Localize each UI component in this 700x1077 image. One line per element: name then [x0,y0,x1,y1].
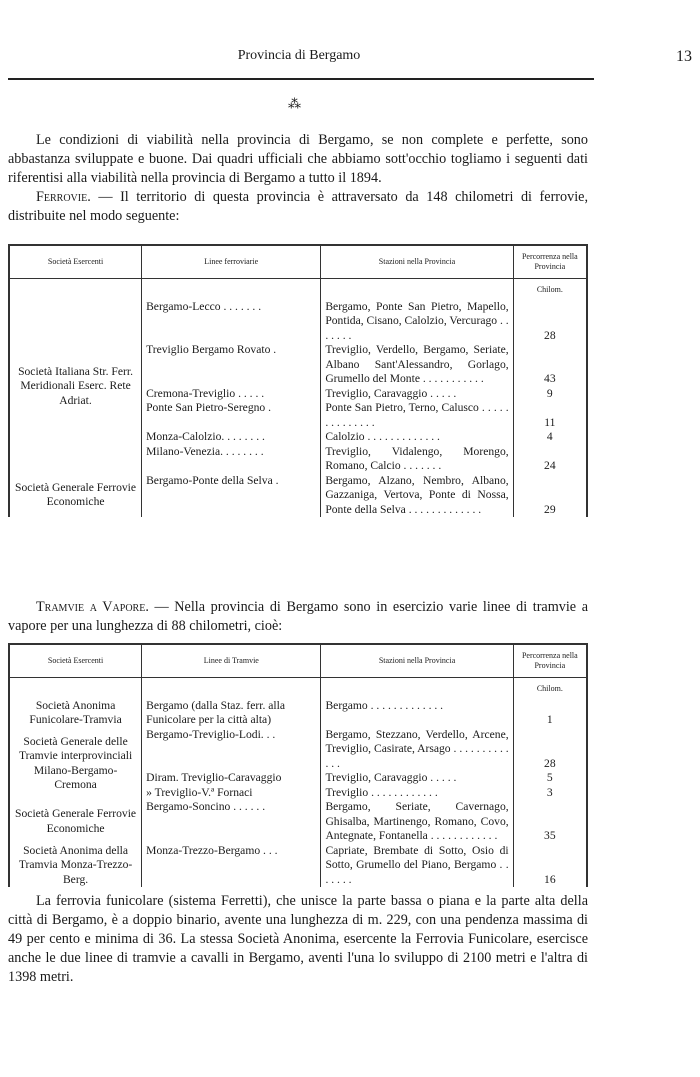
distance-cell: 28 [544,756,556,770]
distance-cell: 28 [544,328,556,342]
distance-cell: 16 [544,872,556,886]
table-row [9,800,587,844]
spacer-cell [321,678,513,699]
unit-row [9,279,587,300]
unit-label: Chilom. [536,684,563,693]
tramvie-text: — Nella provincia di Bergamo sono in esercizio varie linee di tramvie a vapore per una lunghezza di 88 chilometri, cioè: [8,599,588,634]
railways-table [8,244,588,517]
line-cell: Bergamo (dalla Staz. ferr. alla Funicolare per la città alta) [142,699,321,728]
line-cell: Monza-Trezzo-Bergamo . . . [142,844,321,888]
tramways-header-row [9,644,587,678]
railways-body [9,279,587,518]
line-cell: Diram. Treviglio-Caravaggio [142,771,321,786]
intro-paragraph: Le condizioni di viabilità nella provincia di Bergamo, se non complete e perfette, sono abbastanza sviluppate e buone. Dai quadri ufficiali che abbiamo sott'occhio togliamo i seguenti dati riferentisi alla viabilità nella provincia di Bergamo a tutto il 1894. [8,132,588,186]
distance-cell: 5 [546,771,553,784]
company-cell: Società Generale Ferrovie Economiche [9,800,142,844]
stations-cell: Treviglio, Vidalengo, Morengo, Romano, Calcio . . . . . . . [321,445,513,474]
stations-cell: Ponte San Pietro, Terno, Calusco . . . . . . . . . . . . . . [321,401,513,430]
company-cell: Società Italiana Str. Ferr. Meridionali Eserc. Rete Adriat. [9,300,142,474]
tramways-body [9,678,587,888]
line-cell: Bergamo-Ponte della Selva . [142,474,321,518]
distance-cell: 35 [544,829,556,842]
header-rule [8,78,594,80]
stations-cell: Treviglio, Verdello, Bergamo, Seriate, Albano Sant'Alessandro, Gorlago, Grumello del Monte . . . . . . . . . . . [321,343,513,387]
table-row [9,728,587,772]
closing-section [8,892,588,987]
col-header-distance: Percorrenza nella Provincia [513,245,587,279]
table-row [9,474,587,518]
header-title: Provincia di Bergamo [237,48,361,63]
line-cell: Cremona-Treviglio . . . . . [142,387,321,402]
company-cell: Società Generale Ferrovie Economiche [9,474,142,518]
page-number: 13 [676,48,692,65]
spacer-cell [142,678,321,699]
ferrovie-paragraph [8,188,588,226]
spacer-cell [142,279,321,300]
stations-cell: Capriate, Brembate di Sotto, Osio di Sotto, Grumello del Piano, Bergamo . . . . . . . [321,844,513,888]
stations-cell: Treviglio, Caravaggio . . . . . [321,771,513,786]
tramvie-heading: Tramvie a Vapore. [36,599,149,615]
company-cell: Società Anonima della Tramvia Monza-Trezzo-Berg. [9,844,142,888]
distance-cell: 9 [546,386,553,400]
line-cell: » Treviglio-V.ª Fornaci [142,786,321,801]
tramways-table [8,643,588,887]
company-cell: Società Anonima Funicolare-Tramvia [9,699,142,728]
closing-paragraph: La ferrovia funicolare (sistema Ferretti), che unisce la parte bassa o piana e la parte alta della città di Bergamo, è a doppio binario, avente una lunghezza di m. 229, con una pendenza massima di 49 per cento e minima di 36. La stessa Società Anonima, esercente la Ferrovia Funicolare, esercisce anche le due linee di tramvie a cavalli in Bergamo, aventi l'una lo sviluppo di 2100 metri e l'altra di 1398 metri. [8,893,588,985]
distance-cell: 43 [544,372,556,385]
stations-cell: Bergamo, Ponte San Pietro, Mapello, Pontida, Cisano, Calolzio, Vercurago . . . . . . . [321,300,513,344]
ferrovie-heading: Ferrovie. [36,189,91,205]
spacer-cell [321,279,513,300]
line-cell: Bergamo-Lecco . . . . . . . [142,300,321,344]
col-header-stations: Stazioni nella Provincia [321,644,513,678]
railways-header-row [9,245,587,279]
line-cell: Monza-Calolzio. . . . . . . . [142,430,321,445]
spacer-cell [9,279,142,300]
table-row [9,300,587,344]
distance-cell: 1 [546,713,553,726]
line-cell: Bergamo-Treviglio-Lodi. . . [142,728,321,772]
stations-cell: Calolzio . . . . . . . . . . . . . [321,430,513,445]
line-cell: Treviglio Bergamo Rovato . [142,343,321,387]
distance-cell: 24 [544,459,556,472]
col-header-distance: Percorrenza nella Provincia [513,644,587,678]
line-cell: Ponte San Pietro-Seregno . [142,401,321,430]
stations-cell: Treviglio . . . . . . . . . . . . [321,786,513,801]
unit-row [9,678,587,699]
stations-cell: Bergamo, Alzano, Nembro, Albano, Gazzaniga, Vertova, Ponte di Nossa, Ponte della Selva . . . . . . . . . . . . . [321,474,513,518]
distance-cell: 4 [546,430,553,443]
line-cell: Bergamo-Soncino . . . . . . [142,800,321,844]
line-cell: Milano-Venezia. . . . . . . . [142,445,321,474]
col-header-lines: Linee di Tramvie [142,644,321,678]
col-header-companies: Società Esercenti [9,245,142,279]
distance-cell: 29 [544,502,556,516]
col-header-companies: Società Esercenti [9,644,142,678]
tramvie-section [8,598,588,636]
table-row [9,844,587,888]
stations-cell: Treviglio, Caravaggio . . . . . [321,387,513,402]
spacer-cell [9,678,142,699]
distance-cell: 3 [546,785,553,799]
stations-cell: Bergamo . . . . . . . . . . . . . [321,699,513,728]
asterism: ⁂ [288,96,302,111]
stations-cell: Bergamo, Stezzano, Verdello, Arcene, Treviglio, Casirate, Arsago . . . . . . . . . . . . . [321,728,513,772]
unit-label: Chilom. [536,285,563,294]
intro-section [8,131,588,226]
ferrovie-text: — Il territorio di questa provincia è attraversato da 148 chilometri di ferrovie, distribuite nel modo seguente: [8,189,588,224]
col-header-stations: Stazioni nella Provincia [321,245,513,279]
distance-cell: 11 [544,415,556,429]
col-header-lines: Linee ferroviarie [142,245,321,279]
company-cell: Società Generale delle Tramvie interprovinciali Milano-Bergamo-Cremona [9,728,142,801]
stations-cell: Bergamo, Seriate, Cavernago, Ghisalba, Martinengo, Romano, Covo, Antegnate, Fontanella . . . . . . . . . . . . [321,800,513,844]
table-row [9,699,587,728]
tramvie-paragraph [8,598,588,636]
running-header [8,48,692,70]
